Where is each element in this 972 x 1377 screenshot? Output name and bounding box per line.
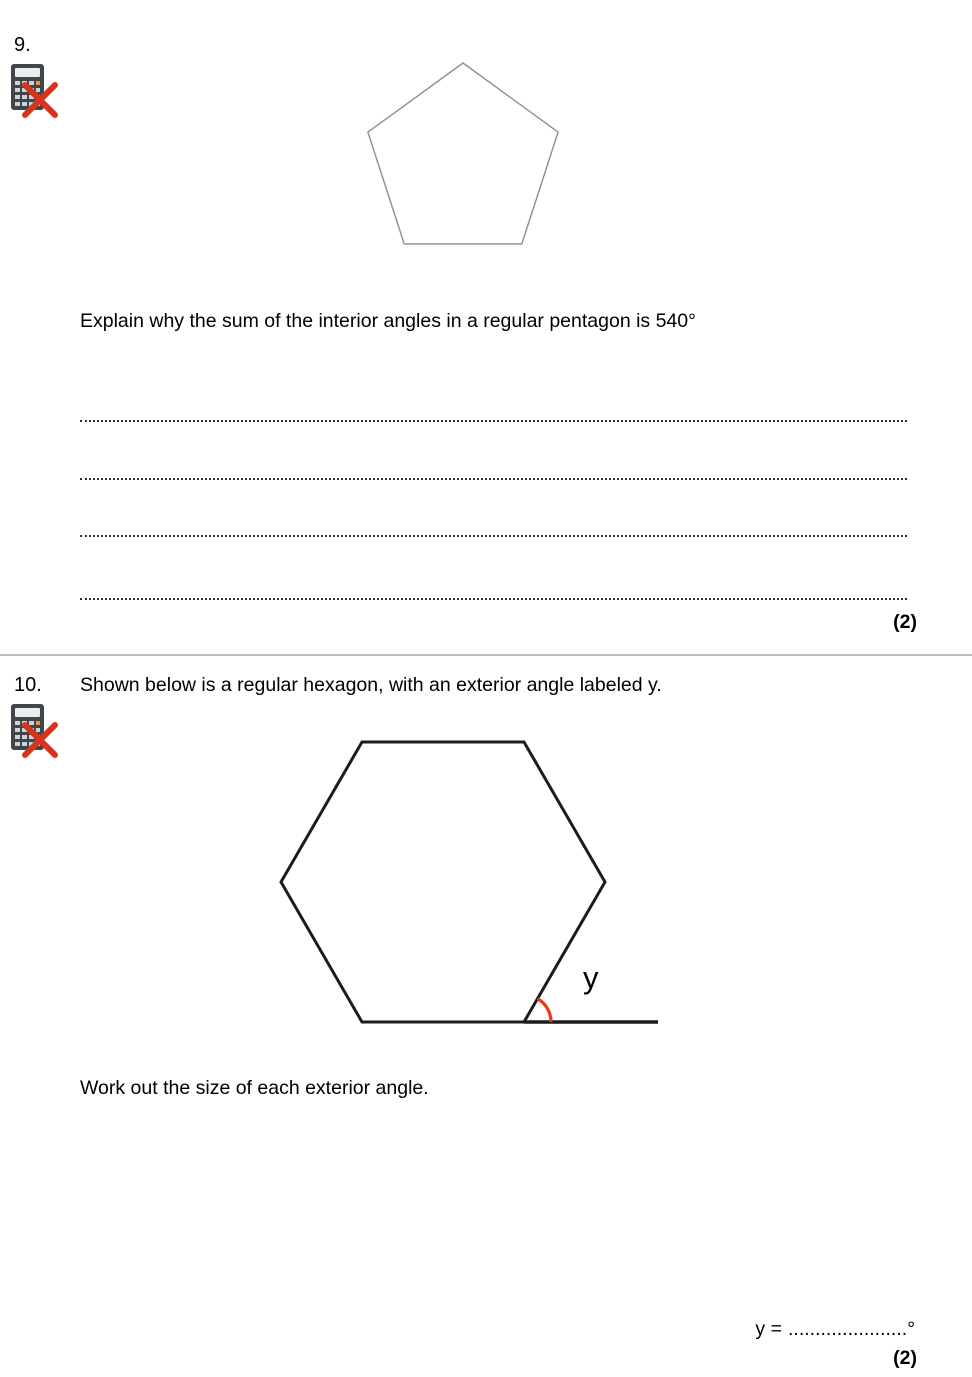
question-10-prompt: Shown below is a regular hexagon, with an exterior angle labeled y. [80,674,662,696]
question-10-marks: (2) [893,1347,917,1369]
answer-label: y = [755,1318,782,1340]
answer-dots: ...................... [787,1318,908,1340]
pentagon-figure [353,58,573,258]
answer-line [80,420,907,422]
pentagon-shape [368,63,558,244]
answer-row [560,1318,915,1341]
degree-symbol: ° [907,1318,915,1340]
answer-line [80,535,907,537]
no-calculator-icon [8,62,60,118]
exterior-angle-arc [538,999,552,1022]
question-10-number: 10. [14,674,42,696]
question-9-marks: (2) [893,611,917,633]
hexagon-shape [281,742,605,1022]
section-divider [0,654,972,656]
answer-line [80,478,907,480]
answer-line [80,598,907,600]
question-9-number: 9. [14,34,31,56]
exterior-angle-label: y [583,960,599,995]
no-calculator-icon [8,702,60,758]
question-9-prompt: Explain why the sum of the interior angles in a regular pentagon is 540° [80,310,696,332]
question-10-instruction: Work out the size of each exterior angle. [80,1077,429,1099]
calculator-crossed-icon [8,702,60,758]
hexagon-figure [270,730,670,1030]
calculator-crossed-icon [8,62,60,118]
